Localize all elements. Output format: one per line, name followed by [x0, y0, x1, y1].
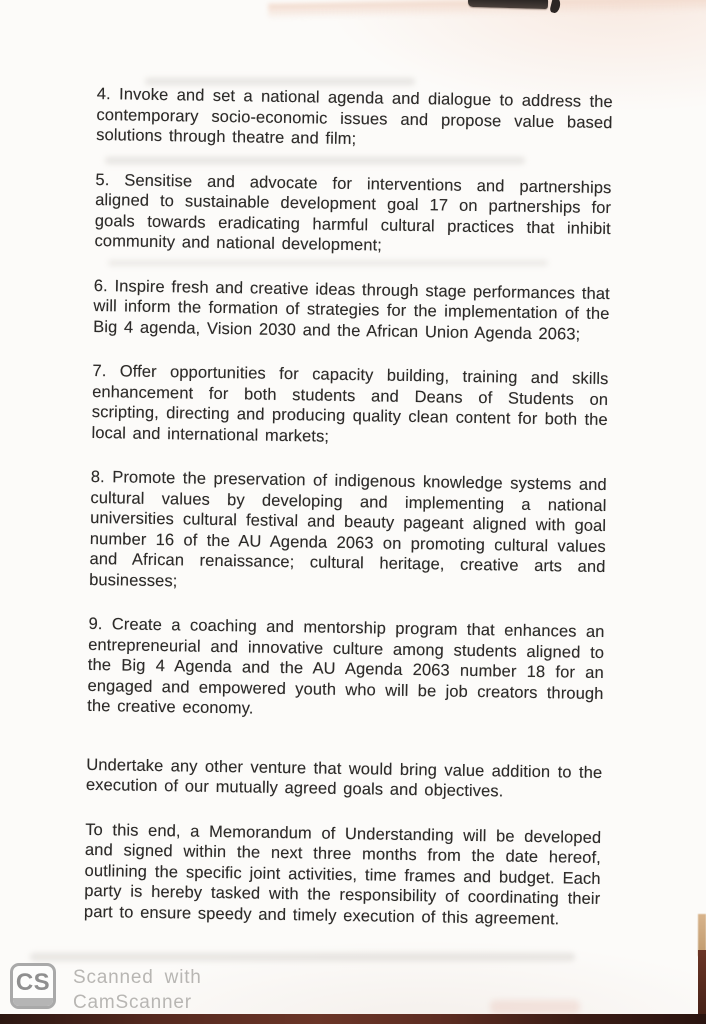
watermark-text-line2: CamScanner — [73, 992, 192, 1013]
document-body — [84, 84, 613, 930]
numbered-item-7: 7. Offer opportunities for capacity building, training and skills enhancement for both students and Deans of Students on scripting, directing and producing quality clean content for both the local and international markets; — [91, 361, 609, 446]
table-edge-right — [698, 950, 706, 1024]
closing-paragraph-1: Undertake any other venture that would bring value addition to the execution of our mutually agreed goals and objectives. — [85, 755, 603, 801]
camscanner-badge-footer — [10, 998, 56, 1009]
closing-paragraph-2: To this end, a Memorandum of Understanding will be developed and signed within the next three months from the date hereof, outlining the specific joint activities, time frames and budget. Each party is hereby tasked with the responsibility of coordinating their part to ensure speedy and timely execution of this agreement. — [83, 820, 602, 928]
scan-smudge — [30, 953, 575, 961]
numbered-item-6: 6. Inspire fresh and creative ideas through stage performances that will inform the formation of strategies for the implementation of the Big 4 agenda, Vision 2030 and the African Union Agenda 2063; — [93, 276, 610, 344]
scan-smudge — [490, 1000, 580, 1014]
numbered-item-9: 9. Create a coaching and mentorship program that enhances an entrepreneurial and innovative culture among students aligned to the Big 4 Agenda and the AU Agenda 2063 number 18 for an engaged and empowered youth who will be job creators through the creative economy. — [87, 614, 605, 718]
camscanner-logo-icon — [10, 963, 56, 1009]
watermark-text — [73, 965, 202, 1015]
numbered-item-4: 4. Invoke and set a national agenda and dialogue to address the contemporary socio-economic issues and propose value based solutions through theatre and film; — [96, 84, 613, 149]
camscanner-badge-label: CS — [15, 969, 51, 996]
table-edge-bottom — [0, 1014, 706, 1024]
numbered-item-5: 5. Sensitise and advocate for interventions and partnerships aligned to sustainable development goal 17 on partnerships for goals towards eradicating harmful cultural practices that inhibit community and national development; — [94, 170, 612, 255]
numbered-item-8: 8. Promote the preservation of indigenous knowledge systems and cultural values by developing and implementing a national universities cultural festival and beauty pageant aligned with goal number 16 of the AU Agenda 2063 on promoting cultural values and African renaissance; cultural heritage, creative arts and businesses; — [89, 467, 607, 590]
watermark-text-line1: Scanned with — [73, 967, 202, 988]
scan-smudge — [145, 78, 415, 85]
camscanner-watermark — [10, 963, 202, 1015]
